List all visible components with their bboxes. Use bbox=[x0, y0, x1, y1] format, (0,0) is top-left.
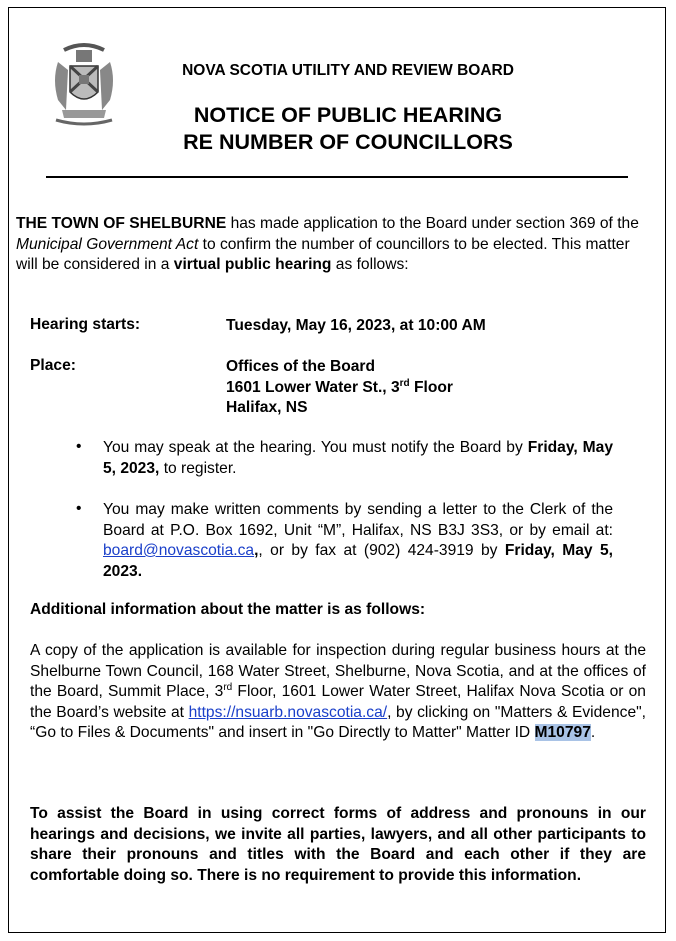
place-label: Place: bbox=[30, 357, 76, 374]
intro-text-1: has made application to the Board under section 369 of the bbox=[226, 215, 639, 232]
bullet-written-comments: You may make written comments by sending a letter to the Clerk of the Board at P.O. Box 1692, Unit “M”, Halifax, NS B3J 3S3, or by email at: board@novascotia.ca,, or by fax at (902) 424-3919 by Friday, May 5, 2023. bbox=[103, 501, 613, 580]
intro-text-3: as follows: bbox=[331, 256, 409, 273]
hearing-format: virtual public hearing bbox=[173, 256, 332, 273]
matter-id: M10797 bbox=[534, 724, 591, 741]
bullet-speak: You may speak at the hearing. You must notify the Board by Friday, May 5, 2023, to register. bbox=[103, 439, 613, 477]
place-line-2: 1601 Lower Water St., 3rd Floor bbox=[226, 377, 453, 396]
board-name: NOVA SCOTIA UTILITY AND REVIEW BOARD bbox=[182, 62, 514, 79]
intro-text-2: to confirm the number of councillors to be elected. This matter will be considered in a bbox=[16, 235, 630, 273]
act-name: Municipal Government Act bbox=[16, 235, 199, 253]
applicant-name: THE TOWN OF SHELBURNE bbox=[16, 215, 227, 232]
place-line-3: Halifax, NS bbox=[226, 399, 308, 416]
board-website-link[interactable]: https://nsuarb.novascotia.ca/ bbox=[188, 703, 388, 721]
intro-paragraph bbox=[16, 214, 644, 276]
place-line-1: Offices of the Board bbox=[226, 358, 376, 375]
board-email-link[interactable]: board@novascotia.ca bbox=[103, 542, 255, 559]
bullet-icon: • bbox=[76, 438, 82, 455]
title-line-2: RE NUMBER OF COUNCILLORS bbox=[183, 130, 513, 154]
header-divider bbox=[46, 176, 628, 178]
hearing-starts-value: Tuesday, May 16, 2023, at 10:00 AM bbox=[226, 317, 486, 334]
bullet-icon: • bbox=[76, 500, 82, 517]
place-value bbox=[226, 357, 453, 419]
pronouns-notice: To assist the Board in using correct forms of address and pronouns in our hearings and decisions, we invite all parties, lawyers, and all other participants to share their pronouns and titles with the Board and each other if they are comfortable doing so. There is no requirement to provide this information. bbox=[30, 805, 646, 884]
page-title bbox=[0, 102, 676, 156]
additional-info-paragraph: A copy of the application is available for inspection during regular business hours at the Shelburne Town Council, 168 Water Street, Shelburne, Nova Scotia, and at the offices of the Board, Summit Place, 3rd Floor, 1601 Lower Water Street, Halifax Nova Scotia or on the Board’s website at https://nsuarb.novascotia.ca/, by clicking on "Matters & Evidence", “Go to Files & Documents" and insert in "Go Directly to Matter" Matter ID M10797. bbox=[30, 642, 646, 741]
title-line-1: NOTICE OF PUBLIC HEARING bbox=[193, 103, 503, 127]
additional-info-heading: Additional information about the matter is as follows: bbox=[30, 601, 426, 618]
hearing-starts-label: Hearing starts: bbox=[30, 316, 141, 333]
